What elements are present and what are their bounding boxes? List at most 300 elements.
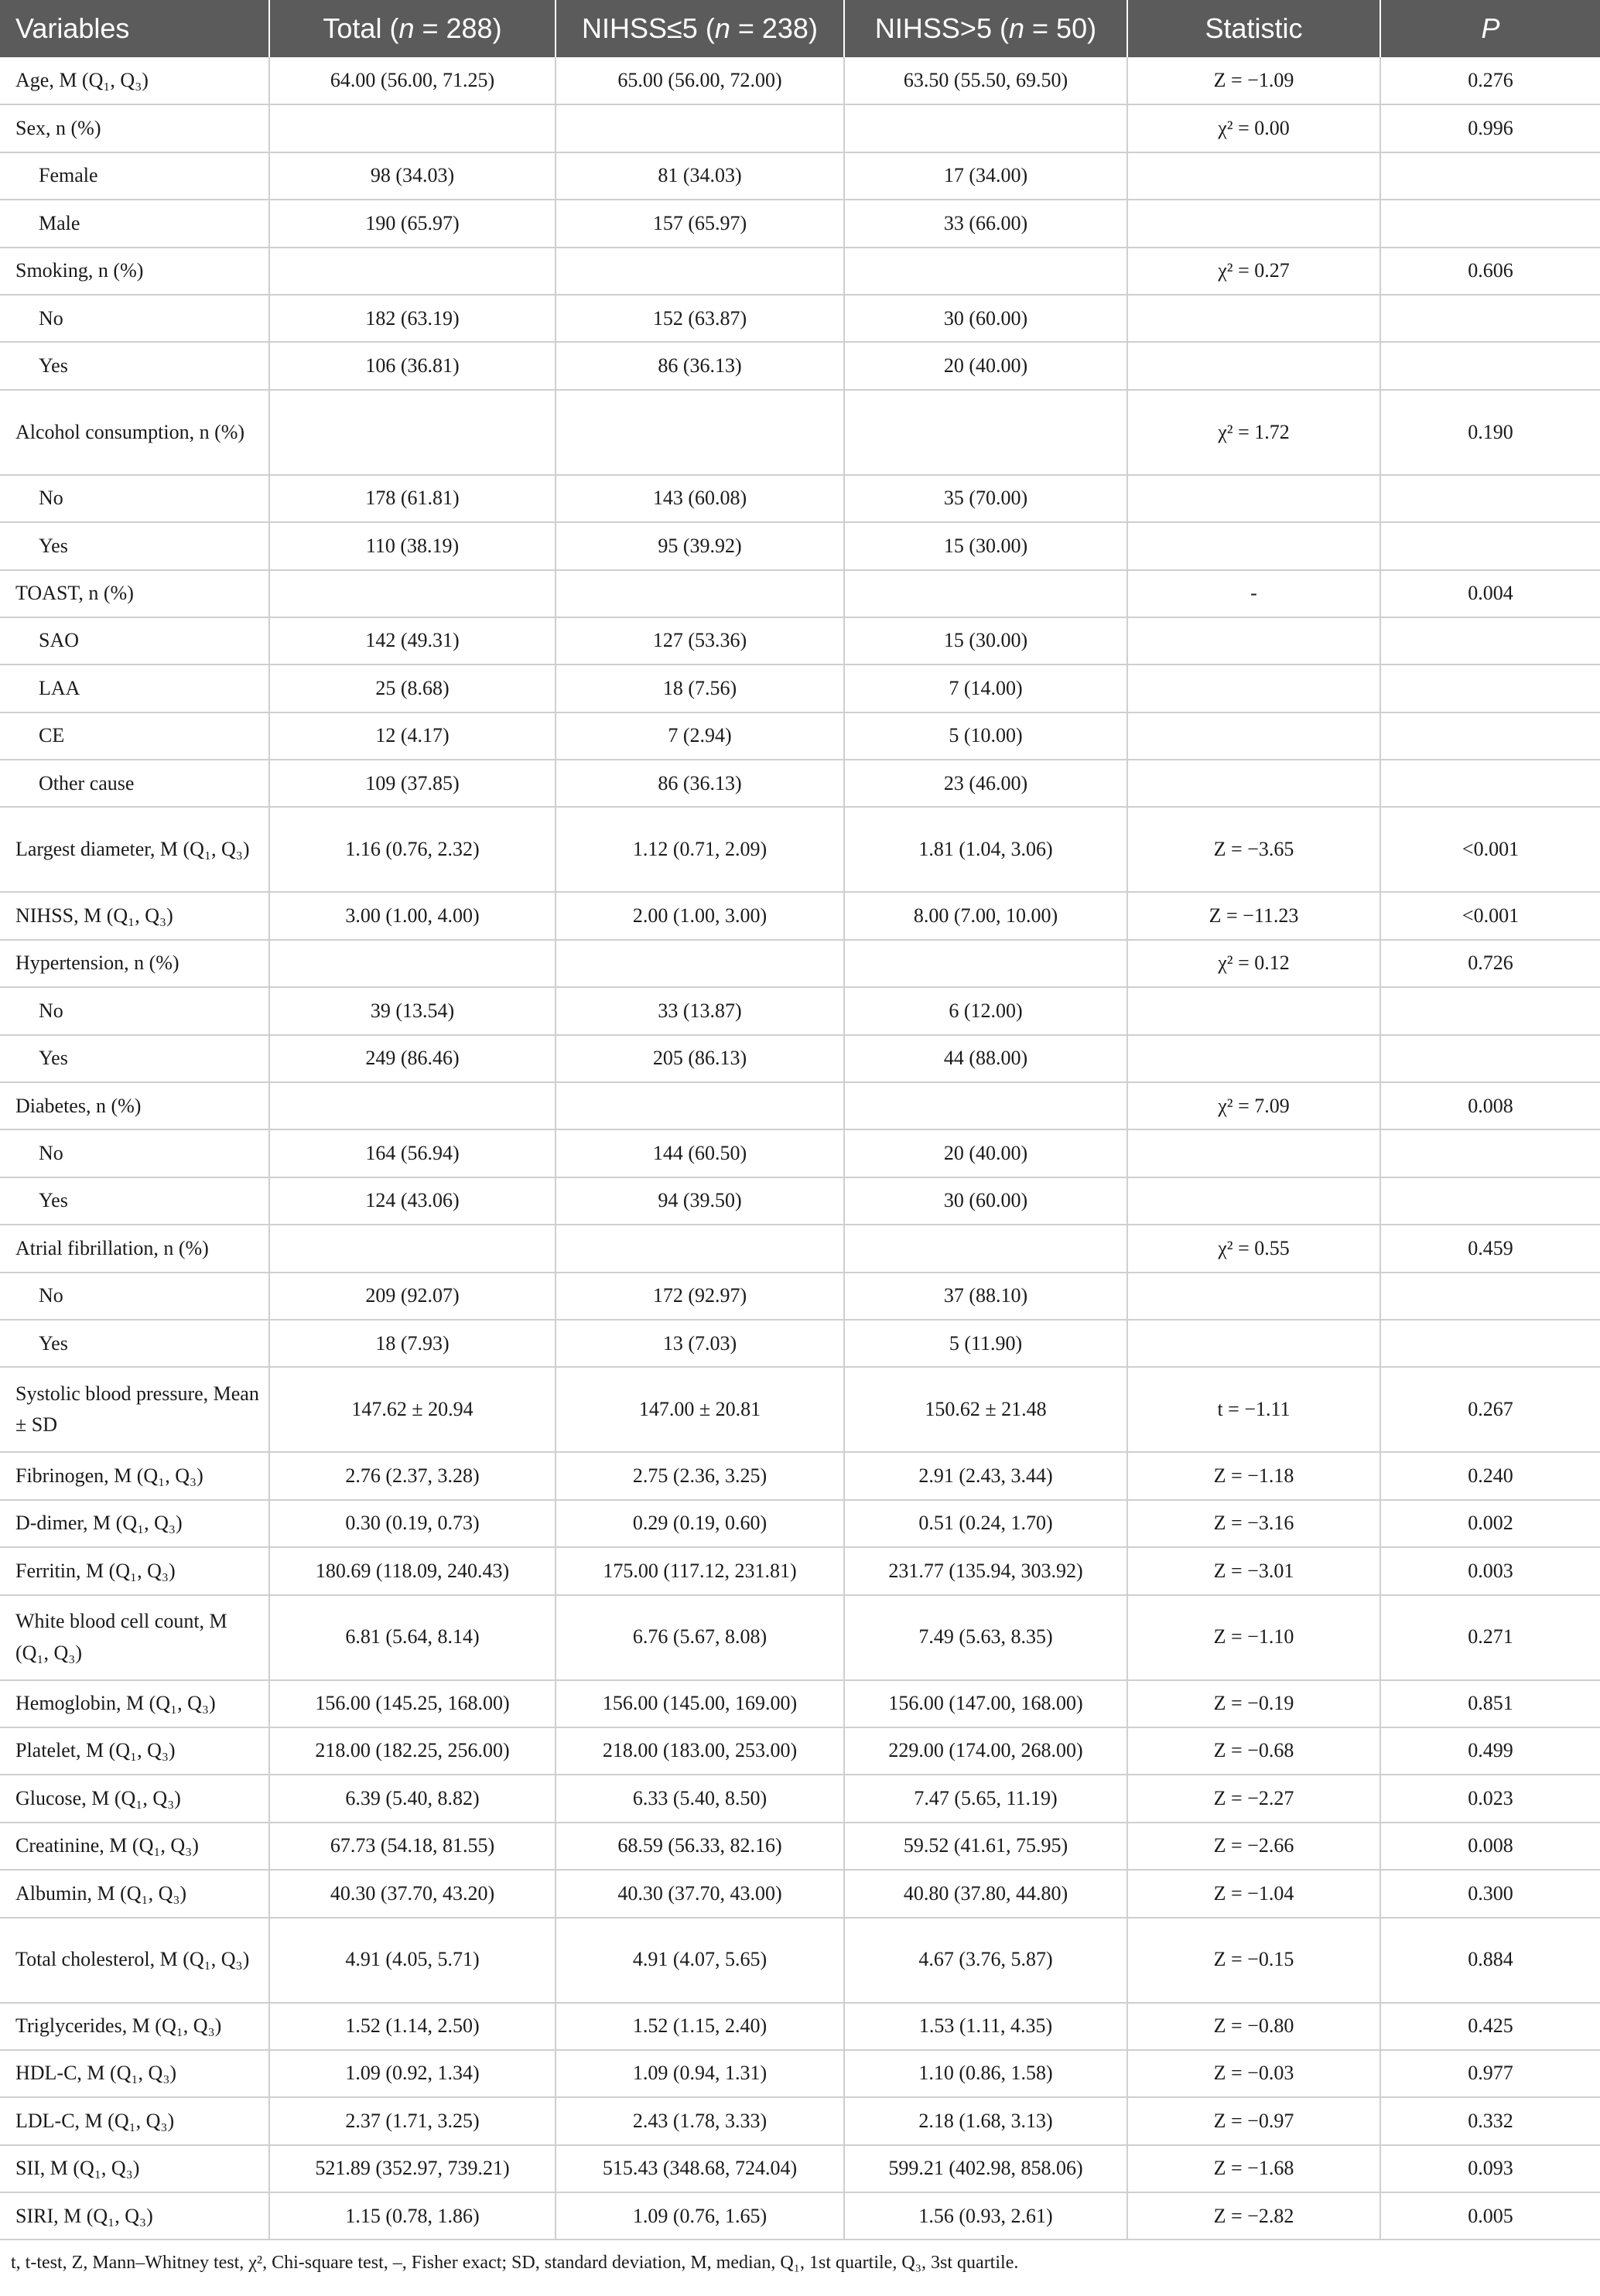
table-row (0, 1273, 1600, 1320)
nihss-low-cell: 40.30 (37.70, 43.00) (556, 1870, 844, 1917)
nihss-low-cell: 172 (92.97) (556, 1273, 844, 1320)
table-row (0, 760, 1600, 807)
nihss-high-cell (844, 570, 1127, 617)
table-row (0, 475, 1600, 522)
nihss-low-cell: 156.00 (145.00, 169.00) (556, 1680, 844, 1727)
total-cell: 190 (65.97) (269, 200, 556, 247)
p-value-cell: <0.001 (1380, 892, 1600, 939)
nihss-high-cell: 599.21 (402.98, 858.06) (844, 2145, 1127, 2192)
nihss-high-cell: 0.51 (0.24, 1.70) (844, 1500, 1127, 1547)
nihss-low-cell: 1.09 (0.94, 1.31) (556, 2050, 844, 2097)
total-cell: 218.00 (182.25, 256.00) (269, 1727, 556, 1775)
nihss-low-cell (556, 390, 844, 475)
nihss-high-cell: 4.67 (3.76, 5.87) (844, 1918, 1127, 2003)
variable-cell: Yes (0, 342, 269, 389)
nihss-low-cell: 6.33 (5.40, 8.50) (556, 1775, 844, 1822)
variable-cell: Largest diameter, M (Q₁, Q₃) (0, 807, 269, 892)
variable-cell: Yes (0, 522, 269, 569)
table-row (0, 1035, 1600, 1082)
variable-cell: SII, M (Q₁, Q₃) (0, 2145, 269, 2192)
statistic-cell: Z = −1.09 (1127, 57, 1380, 104)
total-cell (269, 940, 556, 987)
nihss-high-cell: 7.47 (5.65, 11.19) (844, 1775, 1127, 1822)
nihss-high-cell: 2.91 (2.43, 3.44) (844, 1452, 1127, 1499)
nihss-low-cell: 152 (63.87) (556, 295, 844, 342)
p-value-cell: 0.996 (1380, 104, 1600, 152)
p-value-cell (1380, 987, 1600, 1034)
total-cell: 3.00 (1.00, 4.00) (269, 892, 556, 939)
total-cell: 18 (7.93) (269, 1320, 556, 1367)
nihss-high-cell: 7 (14.00) (844, 665, 1127, 712)
variable-cell: Total cholesterol, M (Q₁, Q₃) (0, 1918, 269, 2003)
variable-cell: No (0, 295, 269, 342)
p-value-cell (1380, 1035, 1600, 1082)
nihss-high-cell (844, 1082, 1127, 1129)
nihss-low-cell: 127 (53.36) (556, 617, 844, 665)
statistic-cell: Z = −1.68 (1127, 2145, 1380, 2192)
variable-cell: Alcohol consumption, n (%) (0, 390, 269, 475)
table-row (0, 248, 1600, 295)
statistic-cell (1127, 295, 1380, 342)
total-cell (269, 390, 556, 475)
table-row (0, 665, 1600, 712)
nihss-low-cell (556, 1082, 844, 1129)
variable-cell: Systolic blood pressure, Mean ± SD (0, 1367, 269, 1452)
total-cell: 109 (37.85) (269, 760, 556, 807)
p-value-cell: 0.884 (1380, 1918, 1600, 2003)
total-cell: 156.00 (145.25, 168.00) (269, 1680, 556, 1727)
nihss-low-cell: 18 (7.56) (556, 665, 844, 712)
nihss-high-cell: 156.00 (147.00, 168.00) (844, 1680, 1127, 1727)
total-cell: 98 (34.03) (269, 152, 556, 200)
total-cell: 209 (92.07) (269, 1273, 556, 1320)
statistic-cell: χ² = 0.27 (1127, 248, 1380, 295)
table-row (0, 342, 1600, 389)
table-row (0, 390, 1600, 475)
statistic-cell: χ² = 0.12 (1127, 940, 1380, 987)
table-row (0, 712, 1600, 760)
table-row (0, 1870, 1600, 1917)
nihss-high-cell: 1.53 (1.11, 4.35) (844, 2003, 1127, 2050)
nihss-low-cell: 2.75 (2.36, 3.25) (556, 1452, 844, 1499)
nihss-low-cell: 157 (65.97) (556, 200, 844, 247)
table-row (0, 2097, 1600, 2144)
nihss-high-cell: 23 (46.00) (844, 760, 1127, 807)
header-nihss-high: NIHSS>5 (n = 50) (844, 0, 1127, 57)
p-value-cell (1380, 617, 1600, 665)
nihss-high-cell: 37 (88.10) (844, 1273, 1127, 1320)
statistic-cell: Z = −3.01 (1127, 1547, 1380, 1594)
nihss-low-cell: 86 (36.13) (556, 760, 844, 807)
nihss-low-cell: 7 (2.94) (556, 712, 844, 760)
p-value-cell: 0.190 (1380, 390, 1600, 475)
statistic-cell (1127, 1273, 1380, 1320)
statistic-cell (1127, 200, 1380, 247)
statistic-cell (1127, 760, 1380, 807)
variable-cell: Yes (0, 1035, 269, 1082)
p-value-cell: 0.332 (1380, 2097, 1600, 2144)
table-row (0, 1320, 1600, 1367)
variable-cell: LAA (0, 665, 269, 712)
nihss-low-cell: 1.52 (1.15, 2.40) (556, 2003, 844, 2050)
variable-cell: LDL-C, M (Q₁, Q₃) (0, 2097, 269, 2144)
statistic-cell (1127, 475, 1380, 522)
variable-cell: TOAST, n (%) (0, 570, 269, 617)
nihss-high-cell: 231.77 (135.94, 303.92) (844, 1547, 1127, 1594)
variable-cell: Hypertension, n (%) (0, 940, 269, 987)
total-cell: 521.89 (352.97, 739.21) (269, 2145, 556, 2192)
table-row (0, 1918, 1600, 2003)
table-row (0, 1547, 1600, 1594)
statistic-cell (1127, 712, 1380, 760)
p-value-cell: 0.093 (1380, 2145, 1600, 2192)
p-value-cell: 0.276 (1380, 57, 1600, 104)
total-cell: 6.81 (5.64, 8.14) (269, 1595, 556, 1680)
nihss-high-cell (844, 1225, 1127, 1272)
total-cell: 40.30 (37.70, 43.20) (269, 1870, 556, 1917)
statistic-cell: Z = −1.04 (1127, 1870, 1380, 1917)
nihss-high-cell (844, 104, 1127, 152)
variable-cell: Diabetes, n (%) (0, 1082, 269, 1129)
total-cell: 106 (36.81) (269, 342, 556, 389)
p-value-cell (1380, 1273, 1600, 1320)
p-value-cell: 0.851 (1380, 1680, 1600, 1727)
table-row (0, 892, 1600, 939)
variable-cell: Smoking, n (%) (0, 248, 269, 295)
nihss-low-cell (556, 1225, 844, 1272)
table-row (0, 1129, 1600, 1177)
statistic-cell: Z = −2.27 (1127, 1775, 1380, 1822)
p-value-cell: 0.499 (1380, 1727, 1600, 1775)
total-cell: 180.69 (118.09, 240.43) (269, 1547, 556, 1594)
nihss-high-cell (844, 940, 1127, 987)
nihss-high-cell: 6 (12.00) (844, 987, 1127, 1034)
p-value-cell: 0.008 (1380, 1823, 1600, 1870)
p-value-cell: 0.003 (1380, 1547, 1600, 1594)
nihss-low-cell: 33 (13.87) (556, 987, 844, 1034)
p-value-cell (1380, 1177, 1600, 1225)
nihss-high-cell: 15 (30.00) (844, 617, 1127, 665)
p-value-cell: 0.271 (1380, 1595, 1600, 1680)
p-value-cell (1380, 342, 1600, 389)
table-row (0, 1595, 1600, 1680)
total-cell: 249 (86.46) (269, 1035, 556, 1082)
variable-cell: No (0, 1129, 269, 1177)
variable-cell: Creatinine, M (Q₁, Q₃) (0, 1823, 269, 1870)
nihss-low-cell: 13 (7.03) (556, 1320, 844, 1367)
statistic-cell (1127, 342, 1380, 389)
total-cell (269, 248, 556, 295)
total-cell: 182 (63.19) (269, 295, 556, 342)
table-row (0, 1225, 1600, 1272)
variable-cell: Atrial fibrillation, n (%) (0, 1225, 269, 1272)
statistic-cell: Z = −0.97 (1127, 2097, 1380, 2144)
statistic-cell: Z = −1.18 (1127, 1452, 1380, 1499)
p-value-cell: 0.005 (1380, 2192, 1600, 2240)
p-value-cell: 0.008 (1380, 1082, 1600, 1129)
p-value-cell (1380, 475, 1600, 522)
total-cell (269, 1082, 556, 1129)
nihss-low-cell: 515.43 (348.68, 724.04) (556, 2145, 844, 2192)
p-value-cell (1380, 665, 1600, 712)
variable-cell: Other cause (0, 760, 269, 807)
nihss-high-cell: 59.52 (41.61, 75.95) (844, 1823, 1127, 1870)
header-statistic: Statistic (1127, 0, 1380, 57)
total-cell: 124 (43.06) (269, 1177, 556, 1225)
statistic-cell (1127, 987, 1380, 1034)
statistic-cell: Z = −2.82 (1127, 2192, 1380, 2240)
table-row (0, 2145, 1600, 2192)
statistic-cell: - (1127, 570, 1380, 617)
variable-cell: SAO (0, 617, 269, 665)
nihss-high-cell: 1.56 (0.93, 2.61) (844, 2192, 1127, 2240)
p-value-cell: 0.240 (1380, 1452, 1600, 1499)
nihss-high-cell: 1.81 (1.04, 3.06) (844, 807, 1127, 892)
total-cell: 164 (56.94) (269, 1129, 556, 1177)
total-cell: 67.73 (54.18, 81.55) (269, 1823, 556, 1870)
variable-cell: Sex, n (%) (0, 104, 269, 152)
total-cell: 1.15 (0.78, 1.86) (269, 2192, 556, 2240)
table-row (0, 152, 1600, 200)
variable-cell: SIRI, M (Q₁, Q₃) (0, 2192, 269, 2240)
table-row (0, 940, 1600, 987)
total-cell (269, 570, 556, 617)
p-value-cell: 0.002 (1380, 1500, 1600, 1547)
nihss-low-cell: 143 (60.08) (556, 475, 844, 522)
nihss-high-cell: 229.00 (174.00, 268.00) (844, 1727, 1127, 1775)
nihss-low-cell (556, 248, 844, 295)
total-cell (269, 104, 556, 152)
nihss-low-cell: 1.12 (0.71, 2.09) (556, 807, 844, 892)
nihss-high-cell: 35 (70.00) (844, 475, 1127, 522)
variable-cell: White blood cell count, M (Q₁, Q₃) (0, 1595, 269, 1680)
nihss-high-cell: 17 (34.00) (844, 152, 1127, 200)
p-value-cell: 0.606 (1380, 248, 1600, 295)
table-row (0, 1452, 1600, 1499)
total-cell: 4.91 (4.05, 5.71) (269, 1918, 556, 2003)
nihss-high-cell: 2.18 (1.68, 3.13) (844, 2097, 1127, 2144)
table-row (0, 200, 1600, 247)
nihss-low-cell: 1.09 (0.76, 1.65) (556, 2192, 844, 2240)
nihss-high-cell: 20 (40.00) (844, 342, 1127, 389)
p-value-cell (1380, 712, 1600, 760)
variable-cell: No (0, 1273, 269, 1320)
nihss-high-cell (844, 248, 1127, 295)
statistic-cell (1127, 617, 1380, 665)
statistic-cell: χ² = 0.55 (1127, 1225, 1380, 1272)
statistic-cell: Z = −1.10 (1127, 1595, 1380, 1680)
table-row (0, 522, 1600, 569)
table-footnote: t, t-test, Z, Mann–Whitney test, χ², Chi-square test, –, Fisher exact; SD, standard deviation, M, median, Q₁, 1st quartile, Q₃, 3st quartile. (11, 2253, 1019, 2273)
p-value-cell: 0.004 (1380, 570, 1600, 617)
variable-cell: NIHSS, M (Q₁, Q₃) (0, 892, 269, 939)
nihss-high-cell: 150.62 ± 21.48 (844, 1367, 1127, 1452)
p-value-cell: 0.459 (1380, 1225, 1600, 1272)
table-row (0, 1775, 1600, 1822)
nihss-low-cell: 0.29 (0.19, 0.60) (556, 1500, 844, 1547)
nihss-low-cell: 95 (39.92) (556, 522, 844, 569)
variable-cell: Glucose, M (Q₁, Q₃) (0, 1775, 269, 1822)
statistic-cell: χ² = 1.72 (1127, 390, 1380, 475)
nihss-high-cell: 63.50 (55.50, 69.50) (844, 57, 1127, 104)
nihss-high-cell: 40.80 (37.80, 44.80) (844, 1870, 1127, 1917)
statistic-cell: Z = −2.66 (1127, 1823, 1380, 1870)
nihss-high-cell (844, 390, 1127, 475)
nihss-low-cell (556, 570, 844, 617)
nihss-low-cell: 65.00 (56.00, 72.00) (556, 57, 844, 104)
nihss-high-cell: 5 (10.00) (844, 712, 1127, 760)
header-variables: Variables (0, 0, 269, 57)
statistic-cell: Z = −3.65 (1127, 807, 1380, 892)
statistic-cell: t = −1.11 (1127, 1367, 1380, 1452)
table-row (0, 617, 1600, 665)
nihss-high-cell: 44 (88.00) (844, 1035, 1127, 1082)
variable-cell: Yes (0, 1320, 269, 1367)
variable-cell: Platelet, M (Q₁, Q₃) (0, 1727, 269, 1775)
total-cell: 6.39 (5.40, 8.82) (269, 1775, 556, 1822)
p-value-cell: 0.300 (1380, 1870, 1600, 1917)
table-row (0, 57, 1600, 104)
nihss-low-cell: 86 (36.13) (556, 342, 844, 389)
statistic-cell (1127, 522, 1380, 569)
total-cell: 1.16 (0.76, 2.32) (269, 807, 556, 892)
p-value-cell: 0.726 (1380, 940, 1600, 987)
nihss-low-cell: 175.00 (117.12, 231.81) (556, 1547, 844, 1594)
nihss-high-cell: 33 (66.00) (844, 200, 1127, 247)
p-value-cell: 0.425 (1380, 2003, 1600, 2050)
total-cell: 25 (8.68) (269, 665, 556, 712)
total-cell: 39 (13.54) (269, 987, 556, 1034)
table-row (0, 1680, 1600, 1727)
variable-cell: No (0, 987, 269, 1034)
header-nihss-low: NIHSS≤5 (n = 238) (556, 0, 844, 57)
nihss-low-cell: 144 (60.50) (556, 1129, 844, 1177)
statistic-cell: χ² = 0.00 (1127, 104, 1380, 152)
variable-cell: HDL-C, M (Q₁, Q₃) (0, 2050, 269, 2097)
table-row (0, 570, 1600, 617)
total-cell: 12 (4.17) (269, 712, 556, 760)
nihss-high-cell: 20 (40.00) (844, 1129, 1127, 1177)
header-total: Total (n = 288) (269, 0, 556, 57)
nihss-low-cell (556, 104, 844, 152)
nihss-high-cell: 1.10 (0.86, 1.58) (844, 2050, 1127, 2097)
variable-cell: D-dimer, M (Q₁, Q₃) (0, 1500, 269, 1547)
p-value-cell: 0.977 (1380, 2050, 1600, 2097)
p-value-cell: <0.001 (1380, 807, 1600, 892)
statistic-cell: Z = −0.80 (1127, 2003, 1380, 2050)
nihss-low-cell: 4.91 (4.07, 5.65) (556, 1918, 844, 2003)
nihss-low-cell: 147.00 ± 20.81 (556, 1367, 844, 1452)
variable-cell: Female (0, 152, 269, 200)
total-cell: 147.62 ± 20.94 (269, 1367, 556, 1452)
table-row (0, 2003, 1600, 2050)
statistic-cell: Z = −3.16 (1127, 1500, 1380, 1547)
nihss-low-cell: 2.00 (1.00, 3.00) (556, 892, 844, 939)
p-value-cell (1380, 1320, 1600, 1367)
nihss-low-cell: 205 (86.13) (556, 1035, 844, 1082)
nihss-low-cell: 94 (39.50) (556, 1177, 844, 1225)
nihss-high-cell: 7.49 (5.63, 8.35) (844, 1595, 1127, 1680)
total-cell (269, 1225, 556, 1272)
table-row (0, 295, 1600, 342)
p-value-cell (1380, 295, 1600, 342)
nihss-low-cell: 218.00 (183.00, 253.00) (556, 1727, 844, 1775)
table-row (0, 104, 1600, 152)
statistic-cell: χ² = 7.09 (1127, 1082, 1380, 1129)
table-row (0, 1082, 1600, 1129)
header-p: P (1380, 0, 1600, 57)
table-row (0, 1727, 1600, 1775)
statistic-cell: Z = −0.68 (1127, 1727, 1380, 1775)
nihss-high-cell: 15 (30.00) (844, 522, 1127, 569)
statistic-cell (1127, 1035, 1380, 1082)
variable-cell: CE (0, 712, 269, 760)
nihss-high-cell: 8.00 (7.00, 10.00) (844, 892, 1127, 939)
total-cell: 142 (49.31) (269, 617, 556, 665)
nihss-low-cell: 68.59 (56.33, 82.16) (556, 1823, 844, 1870)
p-value-cell (1380, 760, 1600, 807)
variable-cell: Hemoglobin, M (Q₁, Q₃) (0, 1680, 269, 1727)
variable-cell: Age, M (Q₁, Q₃) (0, 57, 269, 104)
table-row (0, 987, 1600, 1034)
statistic-cell: Z = −0.03 (1127, 2050, 1380, 2097)
variable-cell: Ferritin, M (Q₁, Q₃) (0, 1547, 269, 1594)
table-header-row (0, 0, 1600, 57)
nihss-high-cell: 5 (11.90) (844, 1320, 1127, 1367)
statistic-cell (1127, 665, 1380, 712)
variable-cell: Triglycerides, M (Q₁, Q₃) (0, 2003, 269, 2050)
table-row (0, 807, 1600, 892)
table-row (0, 1367, 1600, 1452)
total-cell: 2.76 (2.37, 3.28) (269, 1452, 556, 1499)
total-cell: 178 (61.81) (269, 475, 556, 522)
nihss-low-cell: 2.43 (1.78, 3.33) (556, 2097, 844, 2144)
table-body (0, 57, 1600, 2240)
p-value-cell (1380, 200, 1600, 247)
statistic-cell (1127, 1320, 1380, 1367)
statistic-cell (1127, 1177, 1380, 1225)
total-cell: 0.30 (0.19, 0.73) (269, 1500, 556, 1547)
table-row (0, 1177, 1600, 1225)
nihss-high-cell: 30 (60.00) (844, 295, 1127, 342)
statistic-cell (1127, 1129, 1380, 1177)
statistic-cell: Z = −11.23 (1127, 892, 1380, 939)
p-value-cell (1380, 1129, 1600, 1177)
nihss-low-cell: 81 (34.03) (556, 152, 844, 200)
nihss-high-cell: 30 (60.00) (844, 1177, 1127, 1225)
total-cell: 64.00 (56.00, 71.25) (269, 57, 556, 104)
p-value-cell (1380, 152, 1600, 200)
variable-cell: Albumin, M (Q₁, Q₃) (0, 1870, 269, 1917)
variable-cell: Fibrinogen, M (Q₁, Q₃) (0, 1452, 269, 1499)
table-row (0, 2050, 1600, 2097)
total-cell: 2.37 (1.71, 3.25) (269, 2097, 556, 2144)
total-cell: 110 (38.19) (269, 522, 556, 569)
table-row (0, 1823, 1600, 1870)
nihss-low-cell: 6.76 (5.67, 8.08) (556, 1595, 844, 1680)
statistic-cell (1127, 152, 1380, 200)
variable-cell: Male (0, 200, 269, 247)
p-value-cell (1380, 522, 1600, 569)
statistic-cell: Z = −0.19 (1127, 1680, 1380, 1727)
statistic-cell: Z = −0.15 (1127, 1918, 1380, 2003)
table-row (0, 2192, 1600, 2240)
nihss-low-cell (556, 940, 844, 987)
variable-cell: Yes (0, 1177, 269, 1225)
p-value-cell: 0.023 (1380, 1775, 1600, 1822)
p-value-cell: 0.267 (1380, 1367, 1600, 1452)
total-cell: 1.52 (1.14, 2.50) (269, 2003, 556, 2050)
